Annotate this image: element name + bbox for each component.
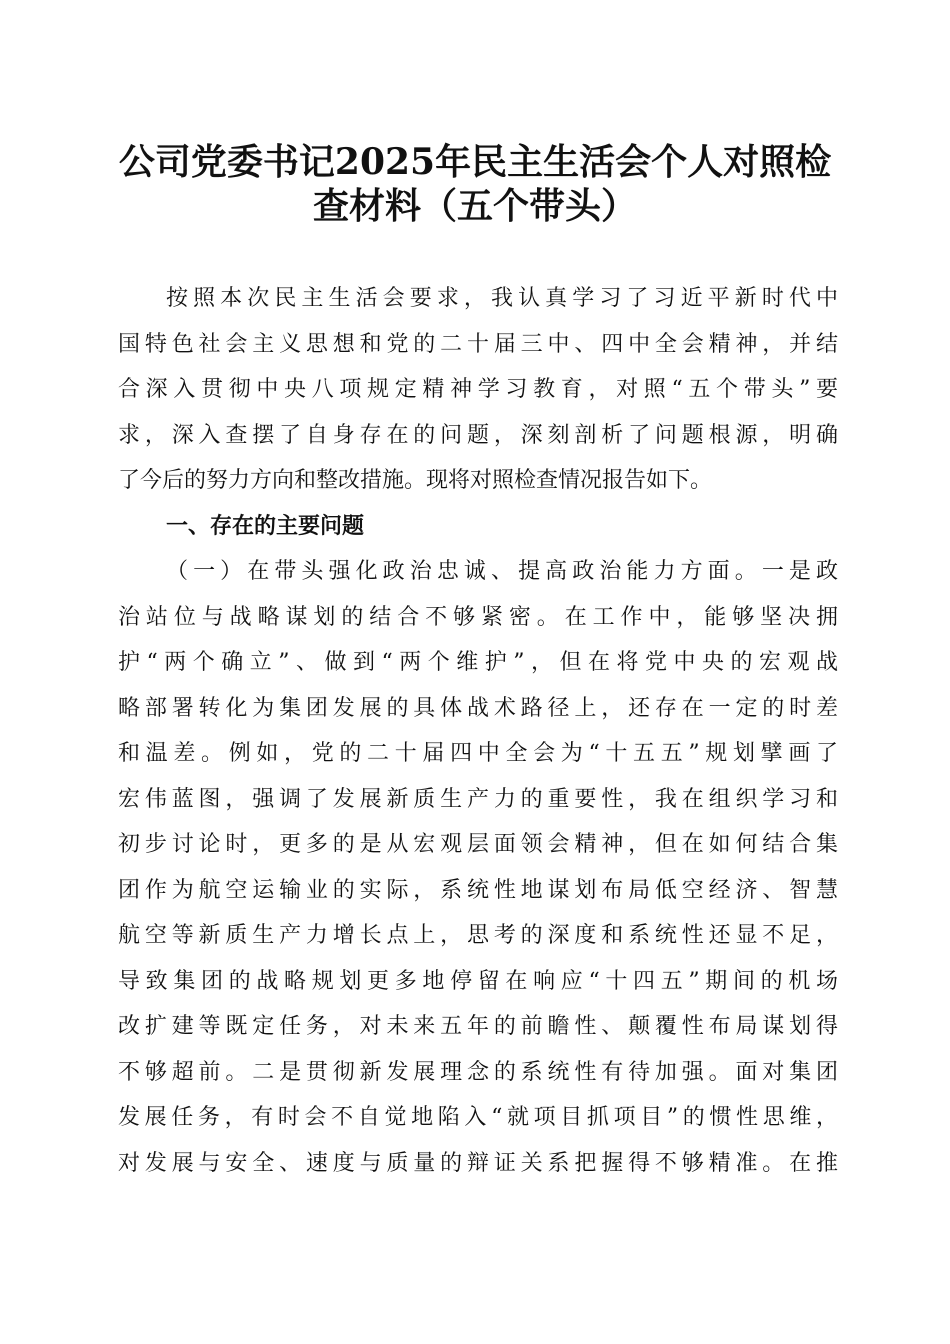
- intro-line: 合深入贯彻中央八项规定精神学习教育，对照“五个带头”要: [118, 377, 838, 402]
- title-line-1: 公司党委书记2025年民主生活会个人对照检: [118, 141, 832, 183]
- section1-line: 护“两个确立”、做到“两个维护”，但在将党中央的宏观战: [118, 650, 838, 675]
- section1-line: 导致集团的战略规划更多地停留在响应“十四五”期间的机场: [118, 968, 838, 994]
- section1-line: 不够超前。二是贯彻新发展理念的系统性有待加强。面对集团: [118, 1059, 838, 1085]
- section1-line: 初步讨论时，更多的是从宏观层面领会精神，但在如何结合集: [118, 832, 838, 857]
- intro-line: 按照本次民主生活会要求，我认真学习了习近平新时代中: [166, 286, 838, 311]
- intro-line: 了今后的努力方向和整改措施。现将对照检查情况报告如下。: [118, 468, 713, 493]
- section1-line: 对发展与安全、速度与质量的辩证关系把握得不够精准。在推: [118, 1150, 838, 1176]
- section1-line: 改扩建等既定任务，对未来五年的前瞻性、颠覆性布局谋划得: [118, 1014, 838, 1039]
- section1-line: 宏伟蓝图，强调了发展新质生产力的重要性，我在组织学习和: [118, 786, 838, 812]
- section-heading: 一、存在的主要问题: [166, 513, 365, 539]
- section1-line: 和温差。例如，党的二十届四中全会为“十五五”规划擘画了: [118, 741, 838, 766]
- section1-line: 航空等新质生产力增长点上，思考的深度和系统性还显不足，: [118, 923, 838, 948]
- title-line-2: 查材料（五个带头）: [312, 185, 637, 227]
- document-body: [118, 276, 838, 1186]
- section1-line: 略部署转化为集团发展的具体战术路径上，还存在一定的时差: [118, 695, 838, 721]
- intro-line: 求，深入查摆了自身存在的问题，深刻剖析了问题根源，明确: [118, 422, 838, 448]
- intro-line: 国特色社会主义思想和党的二十届三中、四中全会精神，并结: [118, 331, 838, 357]
- section1-line: 发展任务，有时会不自觉地陷入“就项目抓项目”的惯性思维，: [118, 1105, 838, 1130]
- document-title: [100, 140, 850, 228]
- section1-line: 团作为航空运输业的实际，系统性地谋划布局低空经济、智慧: [118, 877, 838, 903]
- section1-line: 治站位与战略谋划的结合不够紧密。在工作中，能够坚决拥: [118, 604, 838, 630]
- section1-line: （一）在带头强化政治忠诚、提高政治能力方面。一是政: [166, 559, 838, 584]
